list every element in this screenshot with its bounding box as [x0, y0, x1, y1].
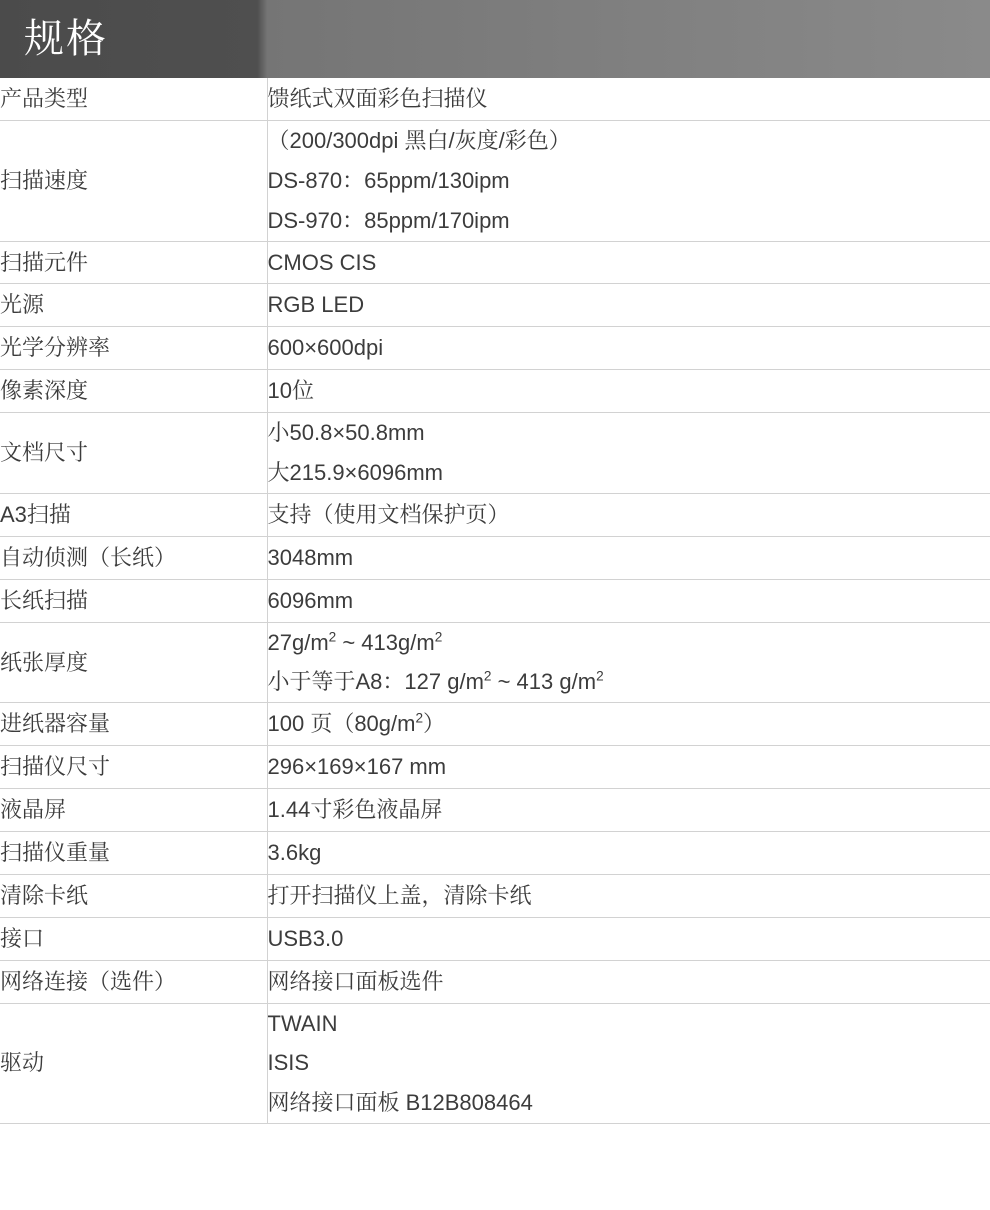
spec-value-line: （200/300dpi 黑白/灰度/彩色） — [267, 127, 571, 153]
spec-value — [267, 370, 990, 413]
table-row — [0, 622, 990, 703]
spec-label: 接口 — [0, 917, 267, 960]
table-row — [0, 327, 990, 370]
table-row — [0, 284, 990, 327]
spec-value — [267, 413, 990, 494]
spec-label: 文档尺寸 — [0, 413, 267, 494]
spec-value — [267, 579, 990, 622]
spec-value-line: 打开扫描仪上盖，清除卡纸 — [267, 882, 532, 908]
spec-value-line: 600×600dpi — [267, 335, 384, 361]
table-row — [0, 579, 990, 622]
spec-label: 扫描速度 — [0, 120, 267, 241]
spec-value-line: 1.44寸彩色液晶屏 — [267, 797, 443, 823]
spec-label: 扫描仪重量 — [0, 832, 267, 875]
spec-value — [267, 327, 990, 370]
spec-value-line: CMOS CIS — [267, 249, 377, 275]
spec-label: A3扫描 — [0, 493, 267, 536]
specification-header — [0, 0, 990, 78]
spec-value-line: 网络接口面板选件 — [267, 968, 444, 994]
spec-value-line: USB3.0 — [267, 925, 344, 951]
spec-label: 网络连接（选件） — [0, 960, 267, 1003]
spec-value-line: 3.6kg — [267, 840, 322, 866]
superscript-two: 2 — [483, 669, 492, 685]
table-row — [0, 874, 990, 917]
spec-value — [267, 874, 990, 917]
superscript-two: 2 — [415, 711, 424, 727]
table-row — [0, 917, 990, 960]
table-row — [0, 789, 990, 832]
spec-value — [267, 284, 990, 327]
spec-label: 长纸扫描 — [0, 579, 267, 622]
spec-value — [267, 832, 990, 875]
spec-value-line: TWAIN — [267, 1010, 338, 1036]
spec-value — [267, 120, 990, 241]
spec-label: 进纸器容量 — [0, 703, 267, 746]
superscript-two: 2 — [434, 629, 443, 645]
table-row — [0, 832, 990, 875]
spec-label: 液晶屏 — [0, 789, 267, 832]
spec-label: 纸张厚度 — [0, 622, 267, 703]
spec-value-line: 小于等于A8：127 $g/m^2$ ~ 413 $g/m^2$ — [267, 669, 604, 695]
spec-value-line: 馈纸式双面彩色扫描仪 — [267, 86, 488, 111]
spec-value — [267, 493, 990, 536]
spec-label: 光源 — [0, 284, 267, 327]
specification-table-body — [0, 78, 990, 1124]
spec-value-line: 296×169×167 mm — [267, 754, 447, 780]
table-row — [0, 241, 990, 284]
table-row — [0, 1003, 990, 1124]
table-row — [0, 78, 990, 120]
spec-value-line: ISIS — [267, 1050, 310, 1076]
table-row — [0, 703, 990, 746]
superscript-two: 2 — [596, 669, 604, 685]
spec-value — [267, 241, 990, 284]
page-title: 规格 — [24, 17, 108, 61]
table-row — [0, 413, 990, 494]
spec-value-line: DS-870：65ppm/130ipm — [267, 167, 510, 193]
spec-value-line: DS-970：85ppm/170ipm — [267, 207, 510, 233]
table-row — [0, 370, 990, 413]
spec-value-line: 小50.8×50.8mm — [267, 420, 425, 446]
spec-value-line: 大215.9×6096mm — [267, 460, 443, 486]
table-row — [0, 536, 990, 579]
spec-value — [267, 917, 990, 960]
specification-table — [0, 78, 990, 1124]
spec-value-line: $27g/m^2$ ~ $413g/m^2$ — [267, 629, 443, 655]
table-row — [0, 493, 990, 536]
spec-label: 扫描元件 — [0, 241, 267, 284]
spec-value-line: 网络接口面板 B12B808464 — [267, 1090, 533, 1116]
spec-label: 产品类型 — [0, 78, 267, 120]
spec-value-line: RGB LED — [267, 292, 365, 318]
table-row — [0, 746, 990, 789]
spec-value-line: 100 页$(80g/m^2)$ — [267, 711, 446, 737]
spec-value-line: 3048mm — [267, 544, 354, 570]
spec-value — [267, 789, 990, 832]
spec-label: 驱动 — [0, 1003, 267, 1124]
spec-label: 像素深度 — [0, 370, 267, 413]
spec-value — [267, 536, 990, 579]
table-row — [0, 120, 990, 241]
table-row — [0, 960, 990, 1003]
spec-value — [267, 960, 990, 1003]
spec-value — [267, 746, 990, 789]
spec-value — [267, 78, 990, 120]
spec-value — [267, 622, 990, 703]
spec-label: 光学分辨率 — [0, 327, 267, 370]
spec-label: 清除卡纸 — [0, 874, 267, 917]
spec-value-line: 10位 — [267, 378, 314, 404]
spec-value — [267, 703, 990, 746]
spec-label: 自动侦测（长纸） — [0, 536, 267, 579]
superscript-two: 2 — [328, 629, 337, 645]
spec-label: 扫描仪尺寸 — [0, 746, 267, 789]
spec-value-line: 6096mm — [267, 587, 354, 613]
spec-value-line: 支持（使用文档保护页） — [267, 501, 510, 527]
spec-value — [267, 1003, 990, 1124]
